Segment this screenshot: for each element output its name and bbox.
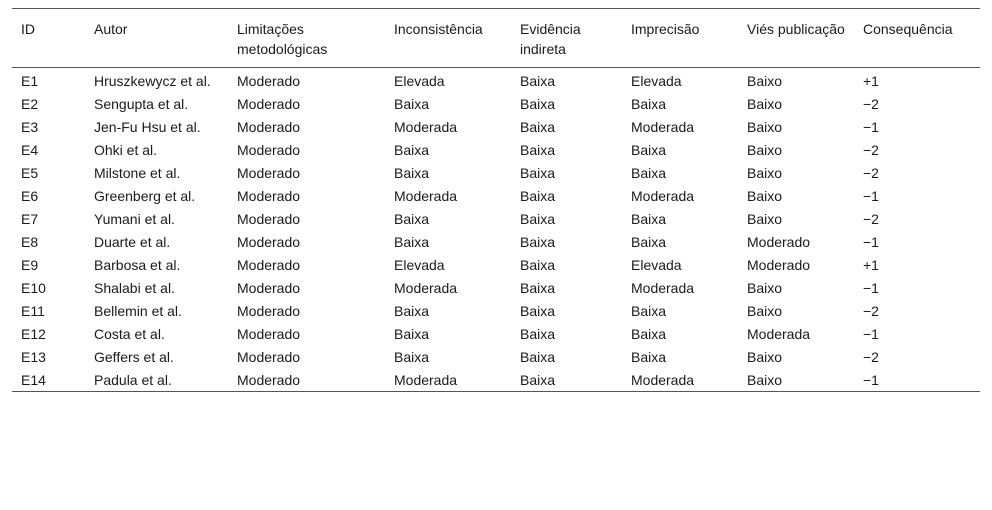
cell-evidencia: Baixa	[520, 280, 556, 296]
cell-inconsistencia: Moderada	[394, 188, 458, 204]
cell-evidencia: Baixa	[520, 234, 556, 250]
cell-evidencia: Baixa	[520, 303, 556, 319]
cell-consequencia: −2	[863, 165, 879, 181]
cell-consequencia: +1	[863, 73, 879, 89]
cell-vies: Baixo	[747, 211, 783, 227]
cell-autor: Bellemin et al.	[94, 303, 182, 319]
cell-imprecisao: Baixa	[631, 165, 667, 181]
cell-imprecisao: Baixa	[631, 96, 667, 112]
cell-vies: Moderada	[747, 326, 811, 342]
cell-vies: Baixo	[747, 96, 783, 112]
cell-autor: Jen-Fu Hsu et al.	[94, 119, 201, 135]
cell-consequencia: −1	[863, 326, 879, 342]
cell-consequencia: −2	[863, 211, 879, 227]
cell-evidencia: Baixa	[520, 96, 556, 112]
cell-inconsistencia: Moderada	[394, 372, 458, 388]
cell-consequencia: −1	[863, 119, 879, 135]
cell-limitacoes: Moderado	[237, 119, 301, 135]
cell-imprecisao: Baixa	[631, 142, 667, 158]
table-row	[12, 253, 980, 276]
header-evidencia: Evidência indireta	[520, 21, 581, 57]
cell-consequencia: −1	[863, 234, 879, 250]
cell-imprecisao: Baixa	[631, 211, 667, 227]
cell-id: E9	[21, 257, 39, 273]
cell-autor: Costa et al.	[94, 326, 165, 342]
table-row	[12, 276, 980, 299]
cell-evidencia: Baixa	[520, 349, 556, 365]
cell-consequencia: −1	[863, 280, 879, 296]
cell-id: E10	[21, 280, 46, 296]
cell-limitacoes: Moderado	[237, 280, 301, 296]
cell-evidencia: Baixa	[520, 73, 556, 89]
cell-limitacoes: Moderado	[237, 326, 301, 342]
cell-evidencia: Baixa	[520, 165, 556, 181]
cell-imprecisao: Baixa	[631, 234, 667, 250]
table-body	[12, 68, 980, 392]
table-row	[12, 345, 980, 368]
cell-imprecisao: Baixa	[631, 349, 667, 365]
cell-autor: Hruszkewycz et al.	[94, 73, 211, 89]
cell-inconsistencia: Baixa	[394, 165, 430, 181]
table-row	[12, 161, 980, 184]
cell-inconsistencia: Baixa	[394, 349, 430, 365]
table-row	[12, 368, 980, 392]
cell-imprecisao: Elevada	[631, 257, 682, 273]
cell-imprecisao: Moderada	[631, 280, 695, 296]
cell-limitacoes: Moderado	[237, 349, 301, 365]
cell-limitacoes: Moderado	[237, 96, 301, 112]
cell-autor: Ohki et al.	[94, 142, 158, 158]
cell-autor: Shalabi et al.	[94, 280, 175, 296]
cell-id: E6	[21, 188, 39, 204]
cell-id: E3	[21, 119, 39, 135]
cell-inconsistencia: Baixa	[394, 303, 430, 319]
header-consequencia: Consequência	[863, 21, 953, 37]
header-imprecisao: Imprecisão	[631, 21, 700, 37]
cell-limitacoes: Moderado	[237, 211, 301, 227]
cell-evidencia: Baixa	[520, 326, 556, 342]
cell-id: E2	[21, 96, 39, 112]
header-inconsistencia: Inconsistência	[394, 21, 483, 37]
table-header	[12, 9, 980, 68]
header-limitacoes: Limitações metodológicas	[237, 21, 328, 57]
cell-evidencia: Baixa	[520, 257, 556, 273]
cell-inconsistencia: Baixa	[394, 96, 430, 112]
cell-autor: Duarte et al.	[94, 234, 171, 250]
cell-evidencia: Baixa	[520, 211, 556, 227]
cell-autor: Sengupta et al.	[94, 96, 189, 112]
table-row	[12, 299, 980, 322]
cell-vies: Moderado	[747, 234, 811, 250]
cell-evidencia: Baixa	[520, 119, 556, 135]
cell-imprecisao: Baixa	[631, 303, 667, 319]
cell-id: E1	[21, 73, 39, 89]
cell-id: E7	[21, 211, 39, 227]
cell-inconsistencia: Baixa	[394, 234, 430, 250]
cell-autor: Milstone et al.	[94, 165, 181, 181]
cell-evidencia: Baixa	[520, 142, 556, 158]
cell-imprecisao: Moderada	[631, 119, 695, 135]
cell-vies: Baixo	[747, 142, 783, 158]
table-row	[12, 322, 980, 345]
cell-inconsistencia: Baixa	[394, 211, 430, 227]
cell-id: E4	[21, 142, 39, 158]
cell-vies: Baixo	[747, 165, 783, 181]
cell-inconsistencia: Elevada	[394, 73, 445, 89]
table-row	[12, 68, 980, 93]
quality-assessment-table-container	[12, 8, 980, 392]
cell-imprecisao: Moderada	[631, 188, 695, 204]
cell-vies: Baixo	[747, 280, 783, 296]
cell-limitacoes: Moderado	[237, 372, 301, 388]
cell-limitacoes: Moderado	[237, 234, 301, 250]
cell-inconsistencia: Moderada	[394, 119, 458, 135]
cell-autor: Barbosa et al.	[94, 257, 181, 273]
table-row	[12, 115, 980, 138]
cell-inconsistencia: Moderada	[394, 280, 458, 296]
cell-limitacoes: Moderado	[237, 303, 301, 319]
cell-id: E5	[21, 165, 39, 181]
cell-vies: Baixo	[747, 119, 783, 135]
cell-vies: Baixo	[747, 73, 783, 89]
cell-consequencia: −1	[863, 188, 879, 204]
cell-evidencia: Baixa	[520, 188, 556, 204]
cell-limitacoes: Moderado	[237, 257, 301, 273]
header-vies: Viés publicação	[747, 21, 845, 37]
quality-assessment-table	[12, 8, 980, 392]
cell-id: E13	[21, 349, 46, 365]
cell-limitacoes: Moderado	[237, 165, 301, 181]
cell-id: E8	[21, 234, 39, 250]
cell-id: E12	[21, 326, 46, 342]
cell-imprecisao: Baixa	[631, 326, 667, 342]
cell-inconsistencia: Elevada	[394, 257, 445, 273]
cell-vies: Baixo	[747, 188, 783, 204]
header-row	[12, 9, 980, 68]
cell-vies: Moderado	[747, 257, 811, 273]
cell-consequencia: −2	[863, 349, 879, 365]
cell-limitacoes: Moderado	[237, 188, 301, 204]
cell-id: E14	[21, 372, 46, 388]
table-row	[12, 230, 980, 253]
cell-autor: Padula et al.	[94, 372, 172, 388]
cell-inconsistencia: Baixa	[394, 326, 430, 342]
cell-vies: Baixo	[747, 349, 783, 365]
header-id: ID	[21, 21, 35, 37]
cell-autor: Greenberg et al.	[94, 188, 196, 204]
cell-imprecisao: Moderada	[631, 372, 695, 388]
cell-limitacoes: Moderado	[237, 73, 301, 89]
cell-vies: Baixo	[747, 303, 783, 319]
cell-autor: Yumani et al.	[94, 211, 175, 227]
cell-inconsistencia: Baixa	[394, 142, 430, 158]
cell-consequencia: −2	[863, 303, 879, 319]
cell-consequencia: +1	[863, 257, 879, 273]
table-row	[12, 207, 980, 230]
cell-evidencia: Baixa	[520, 372, 556, 388]
cell-consequencia: −1	[863, 372, 879, 388]
table-row	[12, 184, 980, 207]
table-row	[12, 92, 980, 115]
cell-id: E11	[21, 303, 45, 319]
cell-consequencia: −2	[863, 142, 879, 158]
header-autor: Autor	[94, 21, 128, 37]
cell-autor: Geffers et al.	[94, 349, 174, 365]
table-row	[12, 138, 980, 161]
cell-consequencia: −2	[863, 96, 879, 112]
cell-vies: Baixo	[747, 372, 783, 388]
cell-limitacoes: Moderado	[237, 142, 301, 158]
cell-imprecisao: Elevada	[631, 73, 682, 89]
